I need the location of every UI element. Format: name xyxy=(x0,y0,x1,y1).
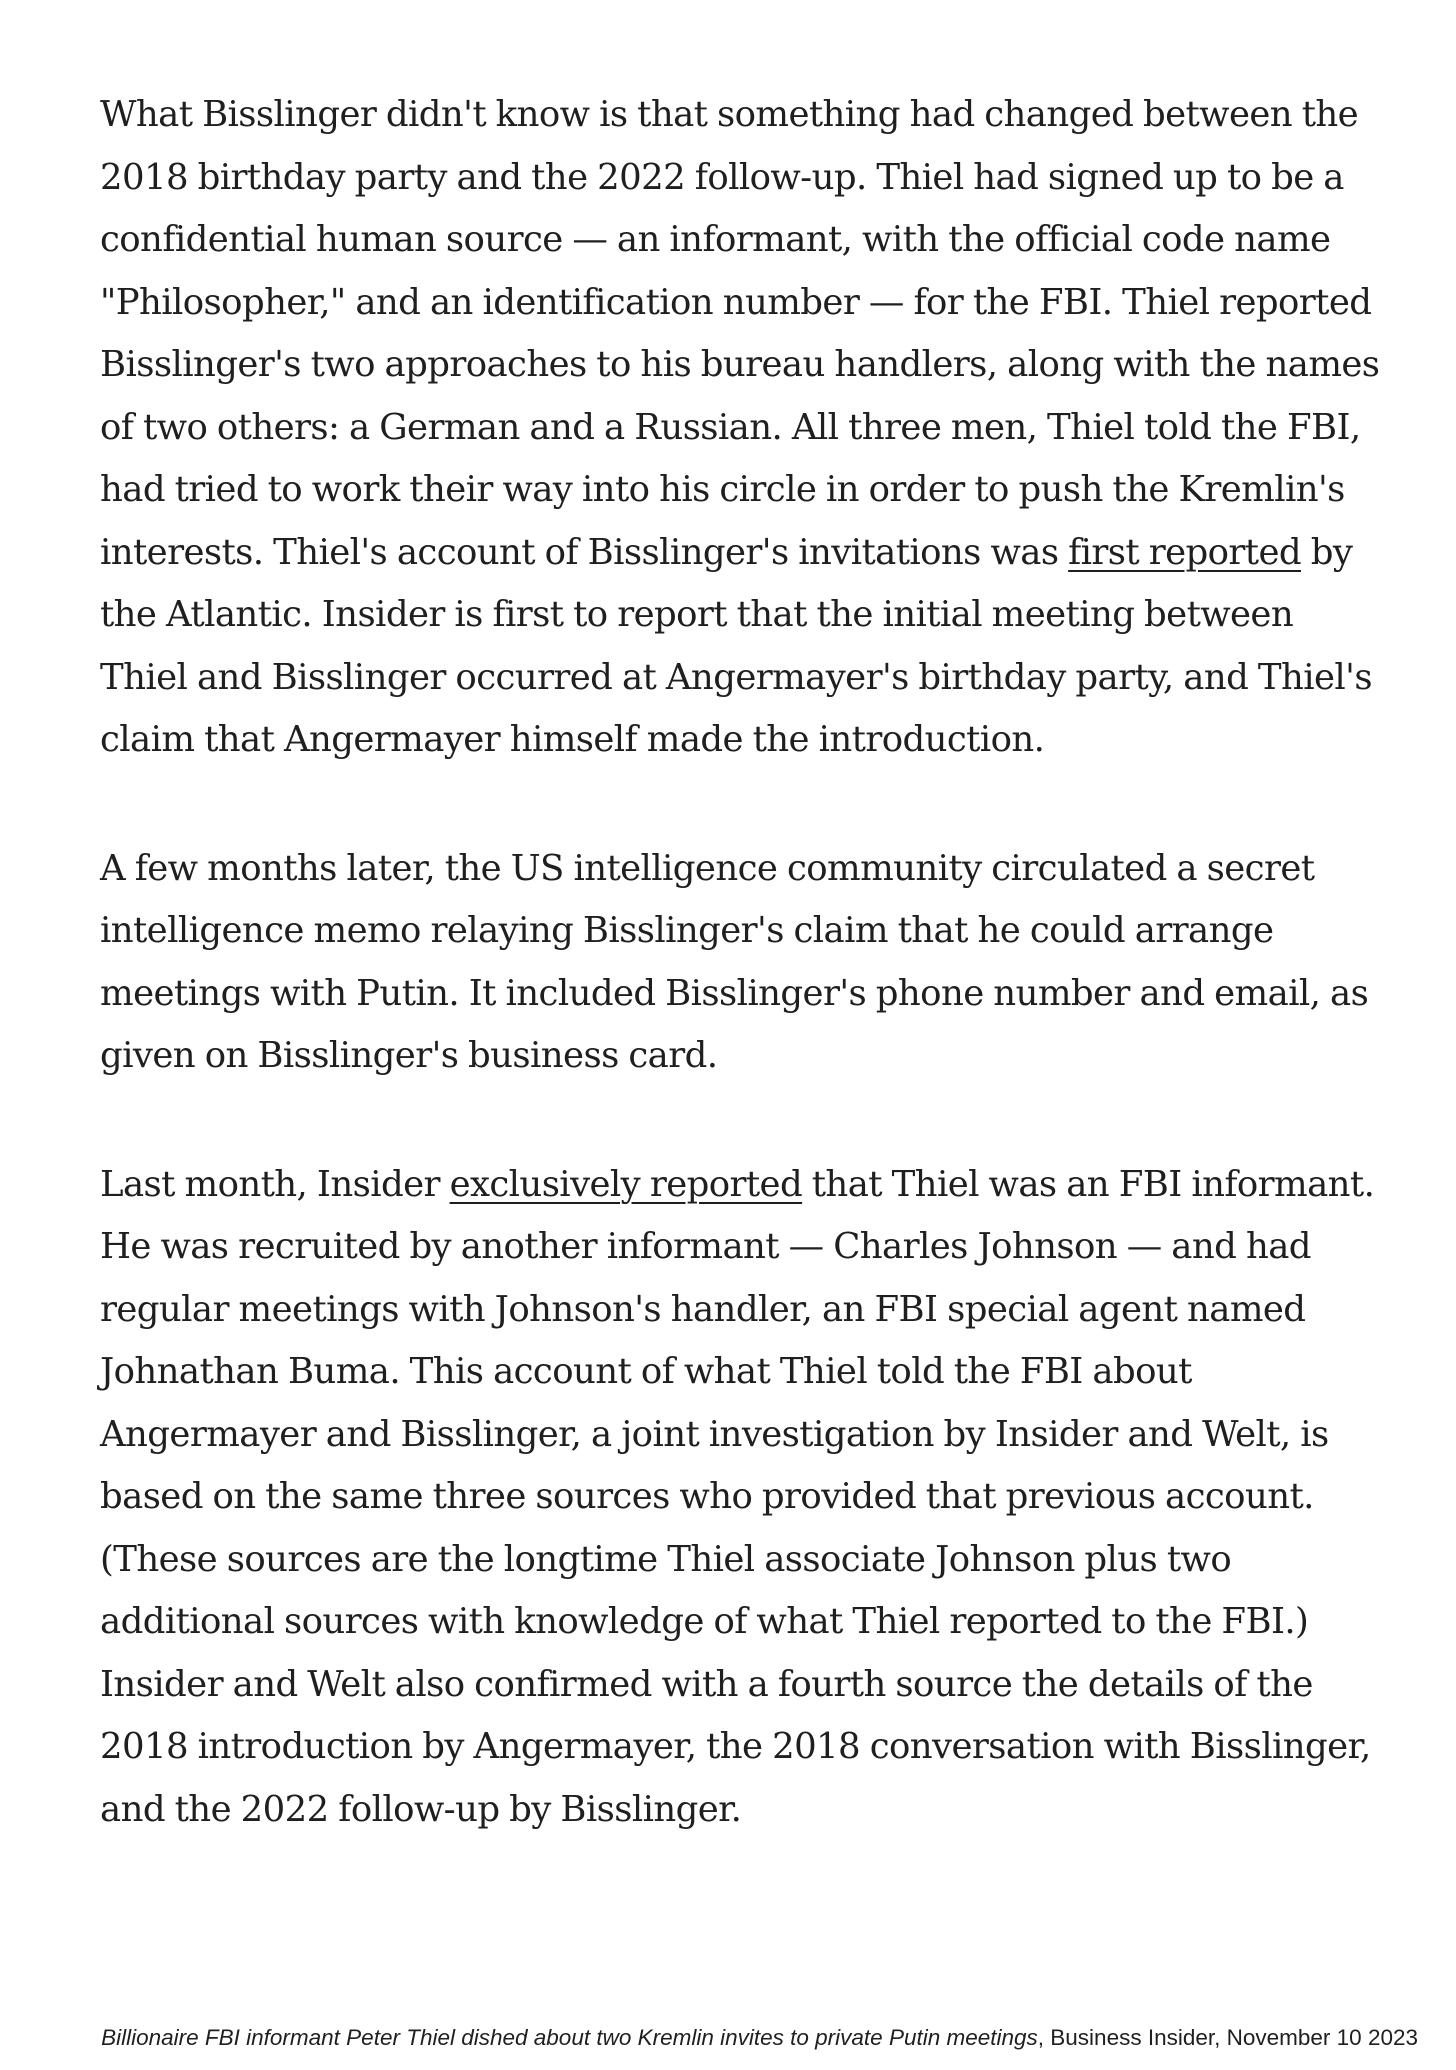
paragraph-3-text-end: that Thiel was an FBI informant. He was recruited by another informant — Charles Johnson — and had regular meetings with Johnson's handler, an FBI special agent named Johnathan Buma. This account of what Thiel told the FBI about Angermayer and Bisslinger, a joint investigation by Insider and Welt, is based on the same three sources who provided that previous account. (These sources are the longtime Thiel associate Johnson plus two additional sources with knowledge of what Thiel reported to the FBI.) Insider and Welt also confirmed with a fourth source the details of the 2018 introduction by Angermayer, the 2018 conversation with Bisslinger, and the 2022 follow-up by Bisslinger. xyxy=(100,1163,1375,1830)
paragraph-2-text: A few months later, the US intelligence community circulated a secret intelligence memo relaying Bisslinger's claim that he could arrange meetings with Putin. It included Bisslinger's phone number and email, as given on Bisslinger's business card. xyxy=(100,847,1369,1076)
paragraph-3 xyxy=(100,1154,1390,1842)
caption-source: , Business Insider, November 10 2023 xyxy=(1037,2025,1418,2050)
first-reported-link[interactable]: first reported xyxy=(1068,531,1302,573)
paragraph-2 xyxy=(100,838,1390,1088)
paragraph-1 xyxy=(100,84,1390,772)
exclusively-reported-link[interactable]: exclusively reported xyxy=(449,1163,803,1205)
paragraph-3-text-start: Last month, Insider xyxy=(100,1163,450,1205)
caption-article-title: Billionaire FBI informant Peter Thiel dished about two Kremlin invites to private Putin meetings xyxy=(101,2025,1038,2050)
paragraph-1-text-start: What Bisslinger didn't know is that something had changed between the 2018 birthday party and the 2022 follow-up. Thiel had signed up to be a confidential human source — an informant, with the official code name "Philosopher," and an identification number — for the FBI. Thiel reported Bisslinger's two approaches to his bureau handlers, along with the names of two others: a German and a Russian. All three men, Thiel told the FBI, had tried to work their way into his circle in order to push the Kremlin's interests. Thiel's account of Bisslinger's invitations was xyxy=(100,94,1380,573)
source-caption xyxy=(101,2025,1418,2051)
paragraph-1-text-end: by the Atlantic. Insider is first to report that the initial meeting between Thiel and Bisslinger occurred at Angermayer's birthday party, and Thiel's claim that Angermayer himself made the introduction. xyxy=(100,531,1372,760)
article-body xyxy=(100,84,1390,1907)
